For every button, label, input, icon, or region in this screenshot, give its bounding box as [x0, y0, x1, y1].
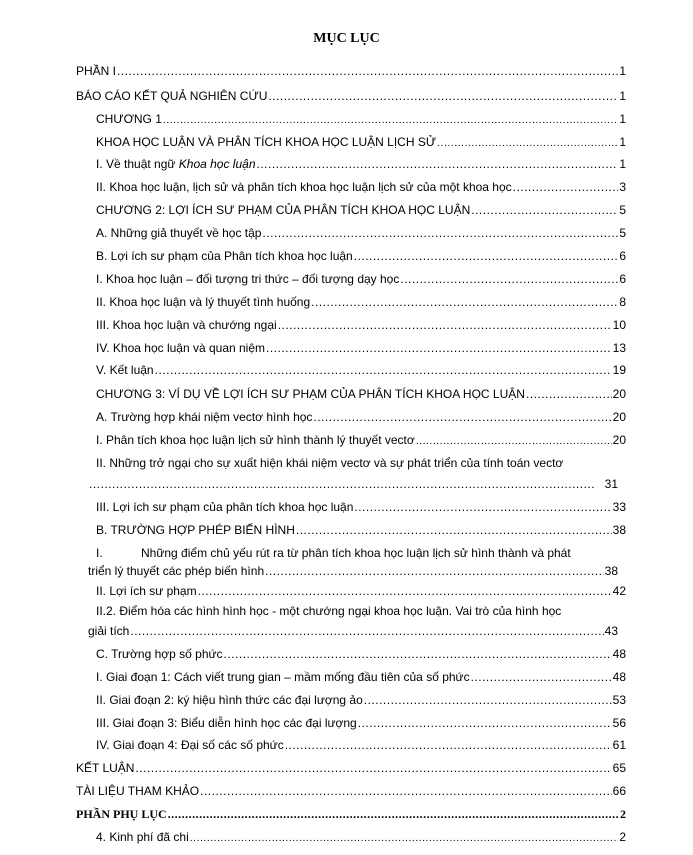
toc-entry[interactable]: [88, 623, 618, 639]
toc-entry[interactable]: [88, 476, 618, 492]
page-title: MỤC LỤC: [313, 31, 380, 46]
toc-entry[interactable]: [96, 111, 626, 128]
toc-entry-number: I.: [96, 546, 103, 560]
toc-entry-page: 56: [612, 716, 626, 730]
toc-leader-dots: [471, 669, 612, 685]
toc-leader-dots: [224, 646, 612, 662]
toc-entry-page: 5: [619, 203, 626, 217]
toc-entry-line1[interactable]: II. Những trở ngại cho sự xuất hiện khái niệm vectơ và sự phát triển của tính toán vectơ: [96, 456, 564, 470]
toc-entry[interactable]: [96, 583, 626, 599]
toc-entry-label: IV. Giai đoạn 4: Đại số các số phức: [96, 738, 284, 752]
toc-entry-page: 20: [612, 410, 626, 424]
toc-entry-label: KHOA HỌC LUẬN VÀ PHÂN TÍCH KHOA HỌC LUẬN LỊCH SỬ: [96, 135, 437, 149]
toc-entry[interactable]: [96, 669, 626, 685]
toc-leader-dots: [354, 248, 619, 264]
toc-entry-page: 6: [619, 249, 626, 263]
toc-entry[interactable]: [96, 271, 626, 287]
toc-leader-dots: [364, 692, 612, 708]
toc-leader-dots: [354, 499, 611, 515]
toc-leader-dots: [358, 715, 612, 731]
toc-entry-line2: giải tích: [88, 624, 130, 638]
toc-entry-label: TÀI LIỆU THAM KHẢO: [76, 784, 200, 798]
toc-leader-dots: [200, 783, 612, 799]
toc-leader-dots: [168, 806, 619, 822]
toc-entry-page: 42: [612, 584, 626, 598]
toc-entry-page: 6: [619, 272, 626, 286]
toc-leader-dots: [513, 179, 619, 195]
toc-entry[interactable]: [96, 646, 626, 662]
toc-entry-label: PHẦN PHỤ LỤC: [76, 807, 167, 821]
toc-entry[interactable]: [76, 63, 626, 79]
toc-leader-dots: [437, 135, 618, 151]
toc-entry[interactable]: [96, 156, 626, 172]
toc-entry-label: III. Giai đoạn 3: Biểu diễn hình học các đại lượng: [96, 716, 357, 730]
toc-entry-label: 4. Kinh phí đã chi: [96, 830, 189, 844]
toc-entry-label: I. Khoa học luận – đối tượng tri thức – đối tượng dạy học: [96, 272, 400, 286]
toc-entry[interactable]: [96, 202, 626, 218]
toc-leader-dots: [117, 63, 618, 79]
toc-entry-label: IV. Khoa học luận và quan niệm: [96, 341, 266, 355]
toc-entry-label: V. Kết luận: [96, 363, 154, 377]
toc-entry-page: 66: [612, 784, 626, 798]
toc-entry-label: CHƯƠNG 1: [96, 112, 162, 126]
toc-leader-dots: [526, 386, 612, 402]
toc-leader-dots: [163, 112, 618, 128]
toc-leader-dots: [400, 271, 618, 287]
toc-entry-page: 5: [619, 226, 626, 240]
toc-leader-dots: [416, 433, 612, 449]
toc-entry-page: 1: [619, 135, 626, 149]
toc-entry-page: 1: [619, 157, 626, 171]
toc-entry-label: CHƯƠNG 2: LỢI ÍCH SƯ PHẠM CỦA PHÂN TÍCH KHOA HỌC LUẬN: [96, 203, 471, 217]
toc-leader-dots: [266, 340, 612, 356]
toc-entry-page: 1: [619, 64, 626, 78]
toc-leader-dots: [190, 830, 619, 846]
toc-entry-page: 13: [612, 341, 626, 355]
toc-entry[interactable]: [96, 409, 626, 425]
toc-entry-label: A. Những giả thuyết về học tập: [96, 226, 262, 240]
toc-leader-dots: [257, 156, 619, 172]
toc-entry[interactable]: [76, 88, 626, 104]
toc-entry-page: 43: [604, 624, 618, 638]
toc-leader-dots: [268, 88, 618, 104]
toc-leader-dots: [313, 409, 611, 425]
toc-entry-page: 2: [619, 830, 626, 844]
toc-entry-label: BÁO CÁO KẾT QUẢ NGHIÊN CỨU: [76, 89, 268, 103]
toc-entry[interactable]: [88, 563, 618, 579]
toc-entry-page: 53: [612, 693, 626, 707]
toc-entry-page: 61: [612, 738, 626, 752]
toc-entry-page: 8: [619, 295, 626, 309]
toc-entry-label: III. Khoa học luận và chướng ngại: [96, 318, 277, 332]
toc-entry-page: 2: [620, 807, 626, 821]
toc-entry[interactable]: [96, 225, 626, 241]
toc-entry[interactable]: [96, 362, 626, 378]
toc-leader-dots: [198, 583, 612, 599]
toc-leader-dots: [296, 522, 612, 538]
toc-entry-label: [96, 156, 256, 172]
toc-entry[interactable]: [96, 340, 626, 356]
toc-entry-page: 1: [619, 112, 626, 126]
toc-entry-label: II. Lợi ích sư phạm: [96, 584, 197, 598]
toc-entry-page: 65: [612, 761, 626, 775]
toc-entry[interactable]: [76, 760, 626, 776]
toc-entry-label: III. Lợi ích sư phạm của phân tích khoa học luận: [96, 500, 354, 514]
toc-entry-label: C. Trường hợp số phức: [96, 647, 223, 661]
toc-entry[interactable]: [96, 499, 626, 515]
toc-entry-label: II. Khoa học luận, lịch sử và phân tích khoa học luận lịch sử của một khoa học: [96, 180, 512, 194]
toc-entry-label-italic: Khoa học luận: [178, 157, 256, 171]
toc-leader-dots: [265, 563, 604, 579]
toc-entry-label: B. TRƯỜNG HỢP PHÉP BIẾN HÌNH: [96, 523, 295, 537]
toc-entry-page: 20: [612, 433, 626, 447]
toc-entry-line2: triển lý thuyết các phép biến hình: [88, 564, 265, 578]
toc-entry-page: 38: [612, 523, 626, 537]
toc-entry-page: 38: [604, 564, 618, 578]
toc-entry-page: 48: [612, 647, 626, 661]
toc-entry-page: 48: [612, 670, 626, 684]
toc-entry[interactable]: [96, 248, 626, 264]
toc-entry-label: A. Trường hợp khái niệm vectơ hình học: [96, 410, 313, 424]
toc-entry-page: 10: [612, 318, 626, 332]
toc-entry-label: CHƯƠNG 3: VÍ DỤ VỀ LỢI ÍCH SƯ PHẠM CỦA PHÂN TÍCH KHOA HỌC LUẬN: [96, 387, 525, 401]
toc-entry[interactable]: [96, 522, 626, 538]
toc-leader-dots: [311, 294, 618, 310]
toc-entry[interactable]: [96, 386, 626, 402]
toc-leader-dots: [262, 225, 618, 241]
toc-entry-label: II. Khoa học luận và lý thuyết tình huống: [96, 295, 311, 309]
toc-entry[interactable]: [96, 432, 626, 449]
toc-entry[interactable]: [96, 692, 626, 708]
toc-leader-dots: [135, 760, 611, 776]
toc-leader-dots: [130, 623, 603, 639]
toc-entry[interactable]: [76, 806, 626, 822]
toc-entry-page: 33: [612, 500, 626, 514]
toc-entry-label: II. Giai đoạn 2: ký hiệu hình thức các đại lượng ảo: [96, 693, 363, 707]
toc-entry-page: 31: [604, 477, 618, 491]
toc-entry-line1[interactable]: II.2. Điểm hóa các hình hình học - một chướng ngại khoa học luận. Vai trò của hình học: [96, 604, 562, 618]
toc-entry-page: 1: [619, 89, 626, 103]
toc-entry-line1[interactable]: Những điểm chủ yếu rút ra từ phân tích khoa học luận lịch sử hình thành và phát: [141, 546, 571, 560]
toc-entry[interactable]: [76, 783, 626, 799]
toc-entry-page: 20: [612, 387, 626, 401]
toc-entry-label: I. Giai đoạn 1: Cách viết trung gian – mầm mống đầu tiên của số phức: [96, 670, 470, 684]
toc-entry[interactable]: [96, 294, 626, 310]
toc-entry[interactable]: [96, 179, 626, 195]
toc-entry[interactable]: [96, 737, 626, 753]
toc-leader-dots: [471, 202, 618, 218]
toc-entry-page: 3: [619, 180, 626, 194]
toc-entry[interactable]: [96, 317, 626, 333]
toc-leader-dots: [285, 737, 612, 753]
toc-entry-label: I. Phân tích khoa học luận lịch sử hình thành lý thuyết vectơ: [96, 433, 415, 447]
toc-leader-dots: [89, 476, 594, 492]
toc-leader-dots: [155, 362, 612, 378]
toc-entry-page: 19: [612, 363, 626, 377]
toc-entry[interactable]: [96, 134, 626, 151]
toc-entry-label: PHẦN I: [76, 64, 117, 78]
toc-entry-label-prefix: I. Về thuật ngữ: [96, 157, 179, 171]
toc-entry[interactable]: [96, 829, 626, 846]
toc-entry-label: B. Lợi ích sư phạm của Phân tích khoa học luận: [96, 249, 353, 263]
toc-entry-label: KẾT LUẬN: [76, 761, 135, 775]
toc-leader-dots: [278, 317, 612, 333]
toc-entry[interactable]: [96, 715, 626, 731]
